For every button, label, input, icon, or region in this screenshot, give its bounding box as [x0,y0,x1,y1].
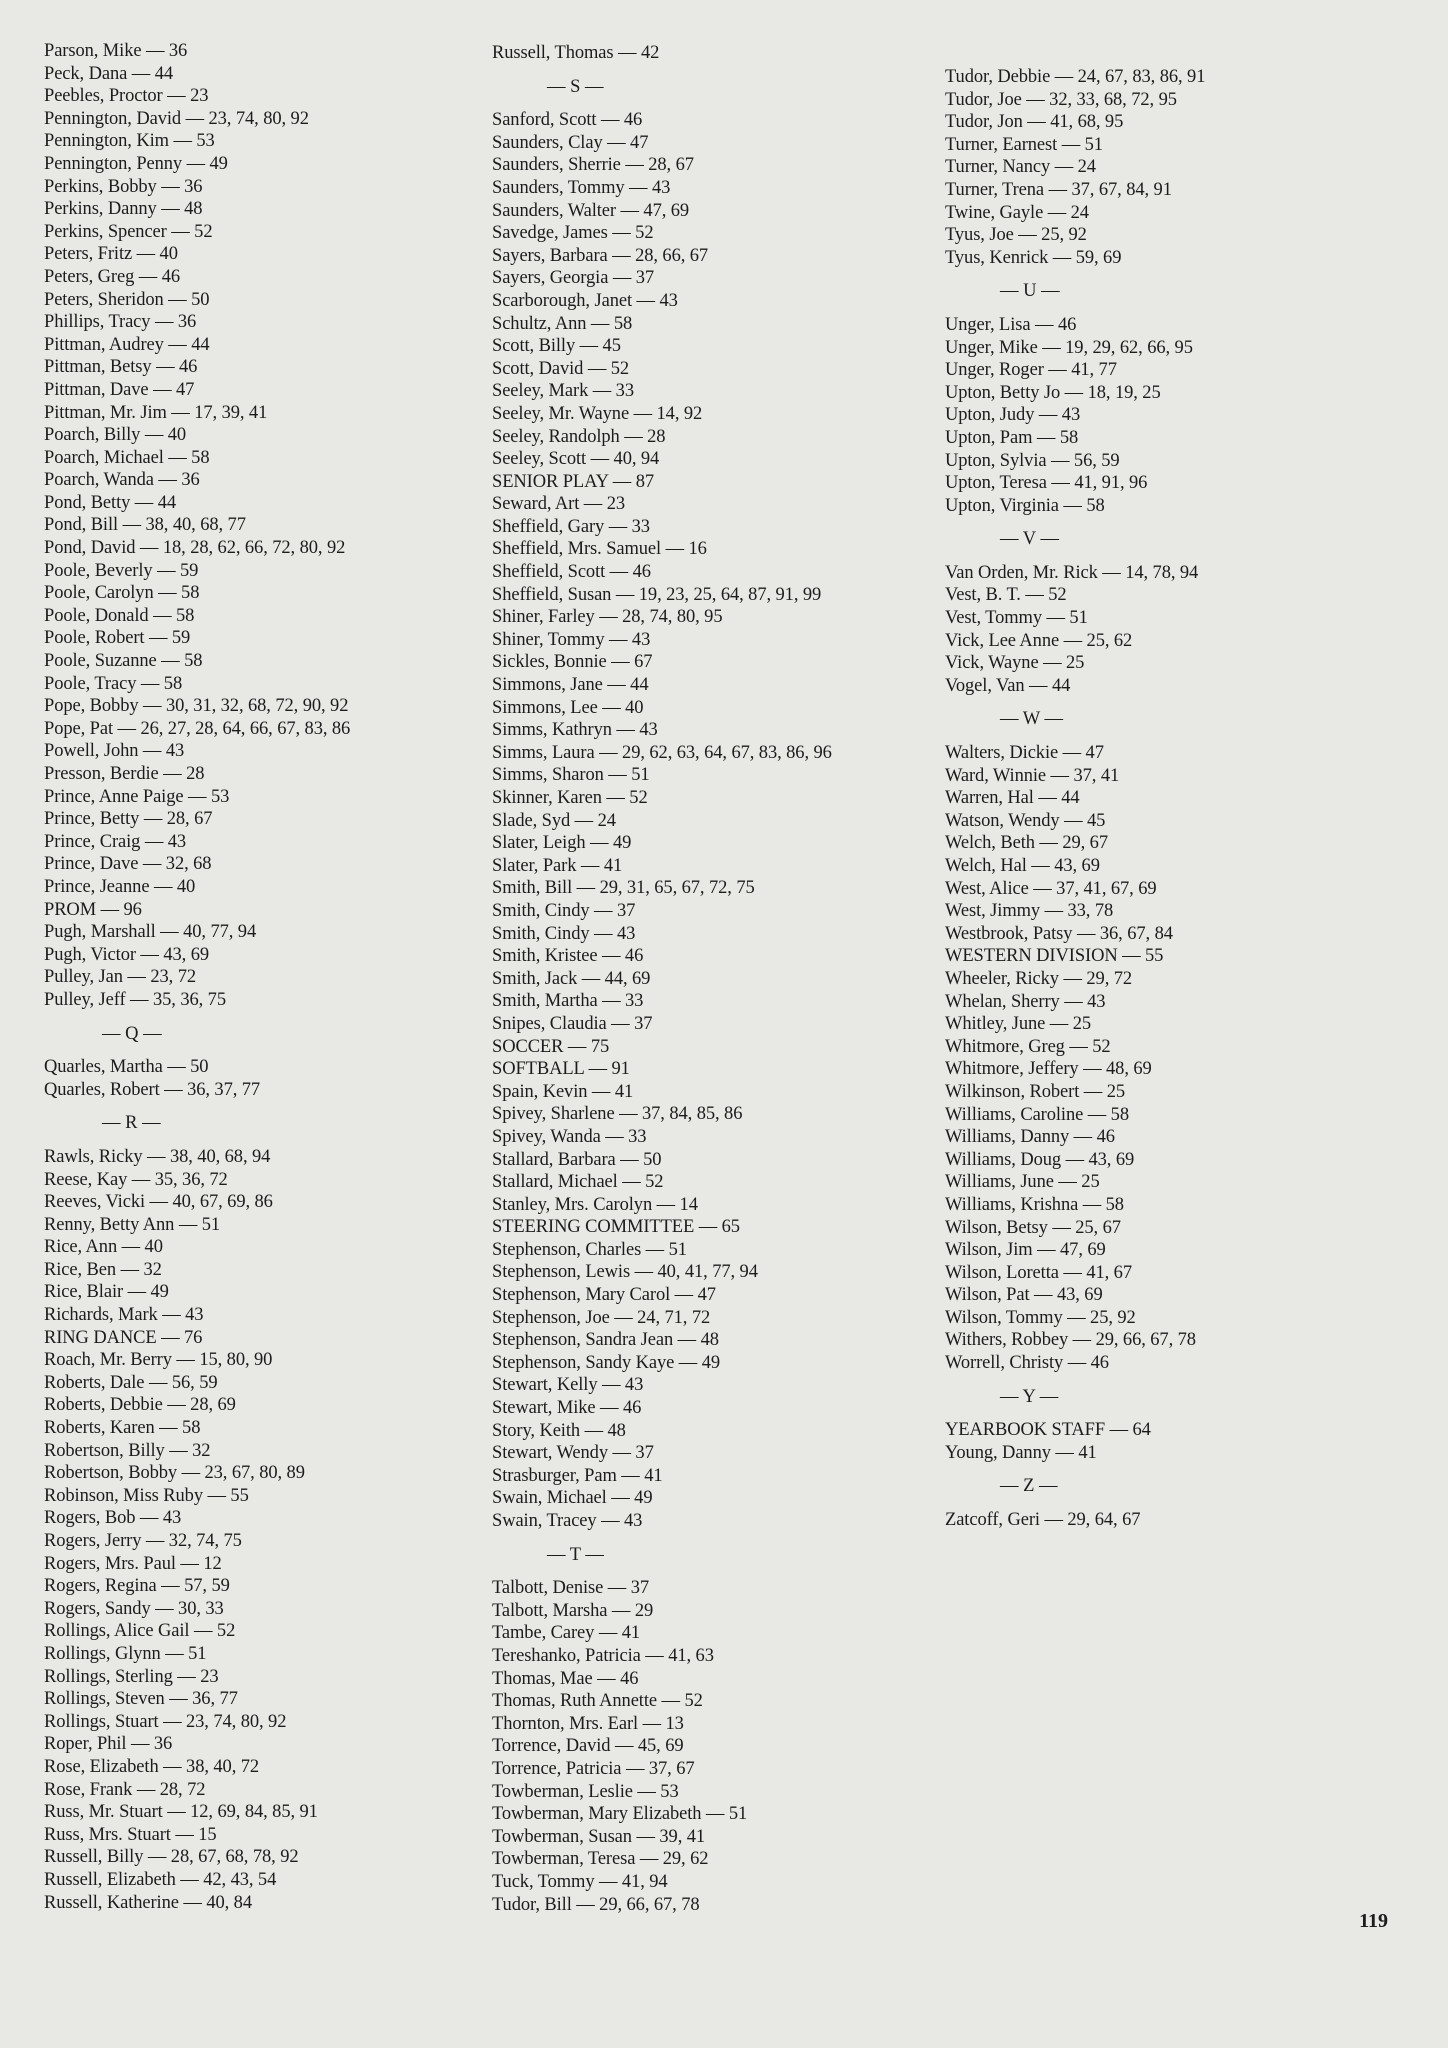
index-entry: Rollings, Alice Gail — 52 [44,1621,236,1642]
index-entry: Upton, Virginia — 58 [945,495,1105,516]
index-entry: Thomas, Ruth Annette — 52 [492,1691,703,1712]
index-entry: West, Jimmy — 33, 78 [945,901,1114,922]
index-entry: Pope, Pat — 26, 27, 28, 64, 66, 67, 83, 86 [44,718,351,739]
index-entry: Poole, Tracy — 58 [44,673,183,694]
index-entry: Seeley, Mark — 33 [492,381,634,402]
index-entry: Whitley, June — 25 [945,1014,1092,1035]
index-entry: PROM — 96 [44,899,142,920]
index-entry: Rogers, Jerry — 32, 74, 75 [44,1531,242,1551]
index-entry: Poole, Robert — 59 [44,628,191,649]
index-entry: Poarch, Wanda — 36 [44,470,200,491]
index-entry: Pugh, Victor — 43, 69 [44,944,210,965]
index-entry: Rose, Frank — 28, 72 [44,1779,206,1800]
index-entry: Tudor, Jon — 41, 68, 95 [945,112,1124,133]
index-entry: Unger, Lisa — 46 [945,314,1077,335]
index-entry: Peters, Sheridon — 50 [44,289,210,310]
index-entry: Rice, Ben — 32 [44,1259,162,1280]
index-entry: Peebles, Proctor — 23 [44,86,209,107]
index-entry: Pittman, Betsy — 46 [44,357,198,378]
index-entry: Story, Keith — 48 [492,1420,626,1441]
index-entry: YEARBOOK STAFF — 64 [945,1420,1151,1441]
index-column-3 [945,66,1385,1532]
index-entry: Peck, Dana — 44 [44,63,173,84]
letter-heading: — Z — [1000,1476,1058,1497]
index-entry: Pittman, Audrey — 44 [44,334,210,355]
index-entry: Tudor, Bill — 29, 66, 67, 78 [492,1894,700,1915]
index-entry: Richards, Mark — 43 [44,1305,204,1326]
index-entry: Tudor, Joe — 32, 33, 68, 72, 95 [945,89,1177,110]
index-entry: Tambe, Carey — 41 [492,1623,641,1644]
index-entry: Simms, Kathryn — 43 [492,720,658,741]
index-entry: SOCCER — 75 [492,1036,610,1057]
letter-heading: — W — [1000,709,1064,730]
index-entry: Upton, Pam — 58 [945,427,1079,448]
index-entry: STEERING COMMITTEE — 65 [492,1217,740,1238]
index-entry: Prince, Anne Paige — 53 [44,786,230,807]
index-entry: Strasburger, Pam — 41 [492,1465,663,1486]
index-entry: Roper, Phil — 36 [44,1734,173,1755]
index-entry: Schultz, Ann — 58 [492,313,633,334]
letter-heading: — S — [547,76,604,97]
index-entry: Robinson, Miss Ruby — 55 [44,1485,249,1506]
index-entry: Slade, Syd — 24 [492,810,616,831]
index-entry: Parson, Mike — 36 [44,41,188,61]
index-entry: Stanley, Mrs. Carolyn — 14 [492,1194,698,1215]
index-entry: Stephenson, Joe — 24, 71, 72 [492,1307,711,1328]
index-entry: Thomas, Mae — 46 [492,1668,639,1689]
index-entry: Spivey, Sharlene — 37, 84, 85, 86 [492,1104,743,1125]
index-entry: Pond, Bill — 38, 40, 68, 77 [44,515,246,536]
index-entry: Pulley, Jeff — 35, 36, 75 [44,989,226,1010]
index-entry: Roach, Mr. Berry — 15, 80, 90 [44,1350,273,1371]
index-entry: Rollings, Sterling — 23 [44,1666,219,1687]
index-entry: Twine, Gayle — 24 [945,202,1089,223]
index-entry: Sheffield, Susan — 19, 23, 25, 64, 87, 91, 99 [492,584,822,605]
index-entry: Pond, Betty — 44 [44,492,177,513]
index-entry: Rice, Blair — 49 [44,1282,169,1303]
index-entry: Talbott, Marsha — 29 [492,1600,654,1621]
index-entry: Wilson, Loretta — 41, 67 [945,1262,1132,1283]
index-entry: Quarles, Robert — 36, 37, 77 [44,1079,261,1100]
index-entry: Prince, Betty — 28, 67 [44,809,213,830]
index-entry: Tyus, Kenrick — 59, 69 [945,247,1122,268]
index-entry: Spivey, Wanda — 33 [492,1126,647,1147]
index-entry: Upton, Betty Jo — 18, 19, 25 [945,382,1161,403]
index-entry: Simms, Laura — 29, 62, 63, 64, 67, 83, 86, 96 [492,742,832,763]
index-entry: Talbott, Denise — 37 [492,1578,650,1599]
index-entry: Stephenson, Lewis — 40, 41, 77, 94 [492,1262,758,1283]
index-entry: Wilson, Jim — 47, 69 [945,1240,1106,1261]
index-entry: Prince, Jeanne — 40 [44,876,196,897]
index-entry: Smith, Jack — 44, 69 [492,968,651,989]
index-entry: Wilson, Tommy — 25, 92 [945,1307,1136,1328]
index-entry: Towberman, Susan — 39, 41 [492,1826,706,1847]
index-entry: Rice, Ann — 40 [44,1237,163,1258]
index-entry: Vest, Tommy — 51 [945,608,1088,629]
index-entry: Saunders, Tommy — 43 [492,177,671,198]
index-entry: Russell, Billy — 28, 67, 68, 78, 92 [44,1847,299,1868]
index-entry: Williams, Caroline — 58 [945,1104,1129,1125]
index-entry: Pugh, Marshall — 40, 77, 94 [44,922,257,943]
index-entry: Sickles, Bonnie — 67 [492,652,653,673]
index-entry: Tyus, Joe — 25, 92 [945,225,1087,246]
index-entry: Upton, Sylvia — 56, 59 [945,450,1120,471]
index-entry: Rogers, Mrs. Paul — 12 [44,1553,222,1574]
index-entry: Young, Danny — 41 [945,1442,1097,1463]
index-entry: Williams, June — 25 [945,1172,1100,1193]
index-entry: Pond, David — 18, 28, 62, 66, 72, 80, 92 [44,538,346,559]
index-entry: Swain, Michael — 49 [492,1488,653,1509]
index-entry: Whitmore, Greg — 52 [945,1036,1111,1057]
index-entry: Seeley, Randolph — 28 [492,426,666,447]
index-entry: Stephenson, Mary Carol — 47 [492,1285,716,1306]
page-number: 119 [1359,1910,1388,1932]
index-entry: Russell, Katherine — 40, 84 [44,1892,252,1913]
index-entry: Rogers, Regina — 57, 59 [44,1576,230,1597]
index-entry: Sheffield, Mrs. Samuel — 16 [492,539,707,560]
index-entry: Reeves, Vicki — 40, 67, 69, 86 [44,1192,273,1213]
index-entry: Stephenson, Sandra Jean — 48 [492,1330,719,1351]
index-entry: Rollings, Steven — 36, 77 [44,1689,238,1710]
index-entry: Withers, Robbey — 29, 66, 67, 78 [945,1330,1196,1351]
index-entry: Wheeler, Ricky — 29, 72 [945,968,1133,989]
index-entry: Roberts, Karen — 58 [44,1418,201,1439]
index-entry: Perkins, Bobby — 36 [44,176,203,197]
index-entry: Skinner, Karen — 52 [492,788,648,808]
index-entry: Poarch, Michael — 58 [44,447,210,468]
index-entry: Slater, Leigh — 49 [492,833,632,854]
index-entry: Poole, Carolyn — 58 [44,583,200,604]
index-entry: Saunders, Walter — 47, 69 [492,200,690,221]
index-entry: Seeley, Scott — 40, 94 [492,449,660,470]
index-entry: Snipes, Claudia — 37 [492,1013,653,1034]
index-entry: Stewart, Mike — 46 [492,1398,642,1419]
index-entry: Smith, Cindy — 37 [492,900,636,921]
index-entry: Watson, Wendy — 45 [945,810,1106,831]
index-entry: Stallard, Michael — 52 [492,1172,664,1193]
index-entry: Welch, Hal — 43, 69 [945,856,1100,876]
index-entry: Poole, Donald — 58 [44,605,195,626]
index-entry: Pope, Bobby — 30, 31, 32, 68, 72, 90, 92 [44,696,349,717]
index-entry: Savedge, James — 52 [492,223,654,244]
index-entry: Renny, Betty Ann — 51 [44,1214,221,1235]
index-entry: Rogers, Sandy — 30, 33 [44,1598,224,1619]
index-entry: Prince, Dave — 32, 68 [44,854,212,875]
index-entry: Wilkinson, Robert — 25 [945,1081,1125,1102]
index-entry: Sayers, Barbara — 28, 66, 67 [492,245,709,266]
index-entry: Smith, Cindy — 43 [492,923,636,944]
index-entry: Russell, Elizabeth — 42, 43, 54 [44,1869,277,1890]
index-entry: Upton, Judy — 43 [945,405,1081,426]
index-entry: Scott, Billy — 45 [492,336,621,357]
index-entry: Unger, Roger — 41, 77 [945,360,1117,381]
index-entry: Warren, Hal — 44 [945,788,1080,809]
index-entry: Phillips, Tracy — 36 [44,312,197,333]
index-entry: Simmons, Lee — 40 [492,697,644,718]
index-entry: Whelan, Sherry — 43 [945,991,1106,1012]
index-entry: Sheffield, Gary — 33 [492,516,650,537]
index-entry: Roberts, Debbie — 28, 69 [44,1395,236,1416]
index-entry: Rogers, Bob — 43 [44,1508,182,1529]
index-entry: Sheffield, Scott — 46 [492,562,651,583]
index-entry: Ward, Winnie — 37, 41 [945,765,1120,786]
index-entry: Wilson, Betsy — 25, 67 [945,1217,1121,1238]
index-entry: Seward, Art — 23 [492,494,626,515]
index-entry: Saunders, Sherrie — 28, 67 [492,155,694,176]
index-entry: Smith, Martha — 33 [492,991,644,1012]
index-entry: Towberman, Teresa — 29, 62 [492,1849,709,1870]
index-entry: Sanford, Scott — 46 [492,110,643,131]
index-entry: Scott, David — 52 [492,358,630,379]
index-entry: Vick, Wayne — 25 [945,653,1085,674]
index-entry: Russ, Mrs. Stuart — 15 [44,1824,217,1845]
letter-heading: — Y — [1000,1386,1059,1407]
index-entry: Vogel, Van — 44 [945,675,1071,696]
index-entry: Welch, Beth — 29, 67 [945,833,1108,854]
index-entry: Pulley, Jan — 23, 72 [44,967,196,988]
index-entry: Perkins, Danny — 48 [44,199,203,220]
index-entry: Smith, Bill — 29, 31, 65, 67, 72, 75 [492,878,755,899]
index-entry: West, Alice — 37, 41, 67, 69 [945,878,1157,899]
index-entry: Reese, Kay — 35, 36, 72 [44,1169,228,1190]
index-entry: Torrence, Patricia — 37, 67 [492,1758,695,1779]
index-entry: Thornton, Mrs. Earl — 13 [492,1713,684,1734]
index-entry: Shiner, Farley — 28, 74, 80, 95 [492,607,723,628]
index-entry: Smith, Kristee — 46 [492,946,644,967]
index-entry: Worrell, Christy — 46 [945,1353,1109,1374]
letter-heading: — V — [1000,529,1059,550]
index-entry: Walters, Dickie — 47 [945,743,1104,764]
index-column-1 [44,40,464,1914]
index-entry: Poole, Suzanne — 58 [44,651,203,672]
index-entry: Williams, Krishna — 58 [945,1194,1124,1215]
index-entry: Pennington, Penny — 49 [44,153,228,174]
index-entry: Simmons, Jane — 44 [492,675,649,696]
index-entry: Whitmore, Jeffery — 48, 69 [945,1059,1152,1080]
index-entry: Powell, John — 43 [44,741,185,762]
index-entry: Peters, Greg — 46 [44,266,180,287]
index-entry: Rose, Elizabeth — 38, 40, 72 [44,1756,260,1777]
index-column-2 [492,42,932,1916]
index-entry: Prince, Craig — 43 [44,831,187,852]
index-entry: Tuck, Tommy — 41, 94 [492,1871,668,1892]
index-entry: Quarles, Martha — 50 [44,1057,209,1078]
index-entry: Van Orden, Mr. Rick — 14, 78, 94 [945,562,1199,583]
index-entry: Rollings, Glynn — 51 [44,1643,207,1664]
letter-heading: — R — [102,1113,161,1134]
index-entry: Perkins, Spencer — 52 [44,221,213,242]
index-entry: Unger, Mike — 19, 29, 62, 66, 95 [945,337,1193,358]
letter-heading: — T — [547,1544,604,1565]
index-entry: SOFTBALL — 91 [492,1059,630,1080]
index-entry: Poole, Beverly — 59 [44,560,199,581]
index-entry: Russell, Thomas — 42 [492,43,660,63]
index-entry: Poarch, Billy — 40 [44,425,187,446]
index-entry: Pittman, Mr. Jim — 17, 39, 41 [44,402,268,423]
index-entry: Tereshanko, Patricia — 41, 63 [492,1645,714,1666]
index-entry: Turner, Trena — 37, 67, 84, 91 [945,179,1172,200]
index-entry: Peters, Fritz — 40 [44,244,178,265]
index-entry: Robertson, Billy — 32 [44,1440,211,1461]
index-entry: Seeley, Mr. Wayne — 14, 92 [492,403,703,424]
index-entry: SENIOR PLAY — 87 [492,471,655,492]
index-entry: Russ, Mr. Stuart — 12, 69, 84, 85, 91 [44,1802,318,1823]
index-entry: Robertson, Bobby — 23, 67, 80, 89 [44,1463,305,1484]
index-entry: Saunders, Clay — 47 [492,132,649,153]
index-entry: Turner, Nancy — 24 [945,157,1096,178]
index-entry: Pennington, Kim — 53 [44,131,215,152]
index-entry: Spain, Kevin — 41 [492,1081,634,1102]
index-entry: Pennington, David — 23, 74, 80, 92 [44,108,309,129]
index-entry: Williams, Danny — 46 [945,1127,1115,1148]
index-entry: Upton, Teresa — 41, 91, 96 [945,473,1148,494]
index-entry: Stephenson, Charles — 51 [492,1239,687,1260]
index-entry: Scarborough, Janet — 43 [492,290,678,311]
index-entry: Rollings, Stuart — 23, 74, 80, 92 [44,1711,287,1732]
index-entry: Stallard, Barbara — 50 [492,1149,662,1170]
index-entry: Wilson, Pat — 43, 69 [945,1285,1103,1306]
index-entry: WESTERN DIVISION — 55 [945,946,1164,967]
index-entry: Vick, Lee Anne — 25, 62 [945,630,1133,651]
index-entry: RING DANCE — 76 [44,1327,203,1348]
index-entry: Rawls, Ricky — 38, 40, 68, 94 [44,1146,271,1167]
index-entry: Vest, B. T. — 52 [945,585,1067,606]
index-entry: Pittman, Dave — 47 [44,379,195,400]
index-entry: Sayers, Georgia — 37 [492,268,655,289]
index-entry: Roberts, Dale — 56, 59 [44,1372,218,1393]
index-entry: Shiner, Tommy — 43 [492,629,651,650]
index-entry: Turner, Earnest — 51 [945,134,1103,155]
index-entry: Tudor, Debbie — 24, 67, 83, 86, 91 [945,67,1206,87]
index-entry: Williams, Doug — 43, 69 [945,1149,1135,1170]
letter-heading: — U — [1000,281,1060,302]
index-entry: Torrence, David — 45, 69 [492,1736,684,1757]
index-entry: Towberman, Mary Elizabeth — 51 [492,1804,748,1825]
index-entry: Presson, Berdie — 28 [44,764,205,784]
index-entry: Swain, Tracey — 43 [492,1511,643,1531]
index-entry: Simms, Sharon — 51 [492,765,650,786]
index-entry: Stewart, Wendy — 37 [492,1443,654,1464]
index-entry: Stewart, Kelly — 43 [492,1375,644,1396]
index-entry: Stephenson, Sandy Kaye — 49 [492,1352,721,1373]
index-entry: Zatcoff, Geri — 29, 64, 67 [945,1510,1141,1531]
letter-heading: — Q — [102,1023,162,1044]
index-entry: Towberman, Leslie — 53 [492,1781,679,1802]
index-entry: Westbrook, Patsy — 36, 67, 84 [945,923,1173,944]
index-entry: Slater, Park — 41 [492,855,623,876]
